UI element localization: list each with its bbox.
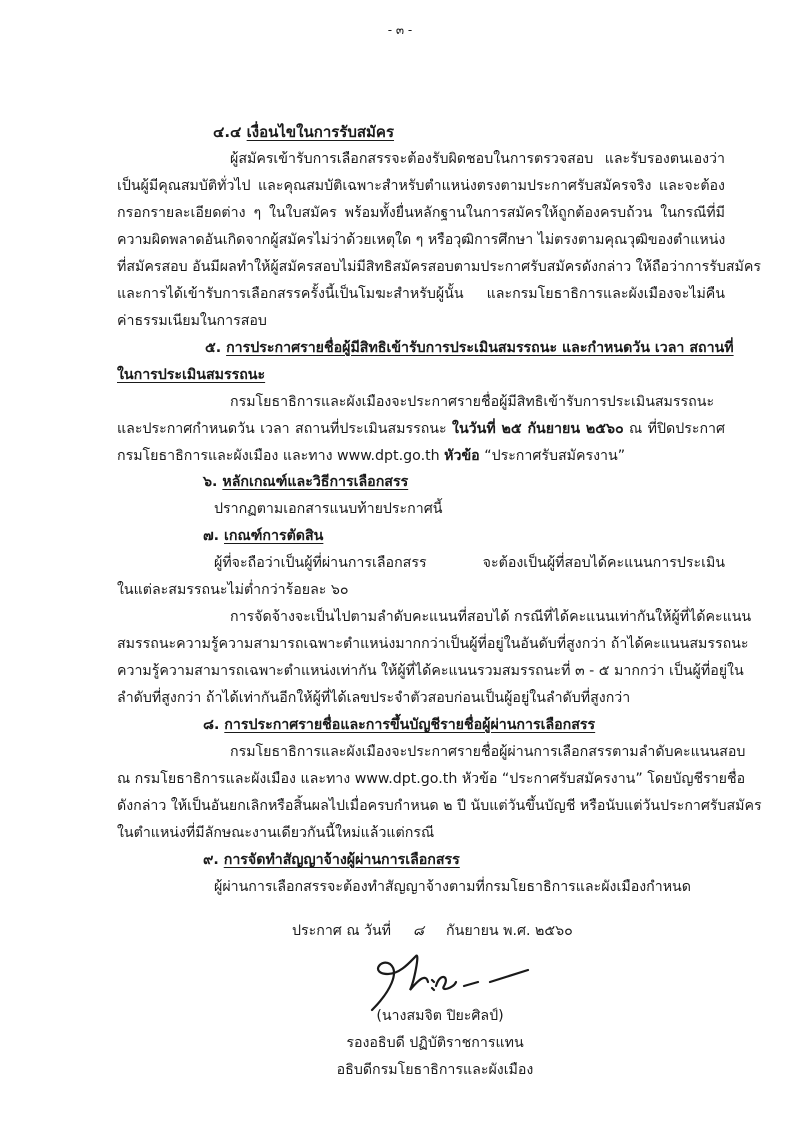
text-span: และประกาศกำหนดวัน เวลา สถานที่ประเมินสมรรถนะ: [117, 421, 453, 437]
page-number: - ๓ -: [387, 23, 413, 37]
text-span: ประกาศ ณ วันที่: [292, 923, 392, 939]
paragraph-line: [117, 446, 625, 466]
section-8-heading: [203, 715, 595, 735]
handwritten-day: ๘: [413, 923, 424, 939]
section-number: ๗.: [203, 528, 220, 544]
paragraph-line: ในตำแหน่งที่มีลักษณะงานเดียวกันนี้ใหม่แล้วแต่กรณี: [117, 825, 435, 841]
signer-title: รองอธิบดี ปฏิบัติราชการแทน: [346, 1035, 524, 1051]
signer-name: (นางสมจิต ปิยะศิลป์): [376, 1008, 504, 1024]
section-7-heading: [203, 526, 323, 546]
section-number: ๙.: [203, 852, 219, 868]
text-span: “ประกาศรับสมัครงาน”: [479, 448, 626, 464]
paragraph-line: กรมโยธาธิการและผังเมืองจะประกาศรายชื่อผู้มีสิทธิเข้ารับการประเมินสมรรถนะ: [230, 394, 715, 410]
paragraph-line: ผู้ผ่านการเลือกสรรจะต้องทำสัญญาจ้างตามที่กรมโยธาธิการและผังเมืองกำหนด: [214, 879, 691, 895]
announcement-date: [292, 921, 573, 941]
paragraph-line: กรมโยธาธิการและผังเมืองจะประกาศรายชื่อผู้ผ่านการเลือกสรรตามลำดับคะแนนสอบ: [230, 744, 746, 760]
section-5-heading-cont: ในการประเมินสมรรถนะ: [117, 367, 266, 383]
paragraph-line: ดังกล่าว ให้เป็นอันยกเลิกหรือสิ้นผลไปเมื่อครบกำหนด ๒ ปี นับแต่วันขึ้นบัญชี หรือนับแต่วันประกาศรับสมัคร: [117, 798, 762, 814]
paragraph-line: และการได้เข้ารับการเลือกสรรครั้งนี้เป็นโมฆะสำหรับผู้นั้น และกรมโยธาธิการและผังเมืองจะไม่คืน: [117, 286, 725, 302]
paragraph-line: ผู้สมัครเข้ารับการเลือกสรรจะต้องรับผิดชอบในการตรวจสอบ และรับรองตนเองว่า: [230, 151, 725, 167]
section-title: เกณฑ์การตัดสิน: [224, 528, 324, 544]
signature-icon: [370, 952, 570, 1014]
paragraph-line: ปรากฏตามเอกสารแนบท้ายประกาศนี้: [214, 501, 443, 517]
paragraph-line: [117, 419, 725, 439]
section-5-heading: [205, 338, 734, 358]
paragraph-line: ความผิดพลาดอันเกิดจากผู้สมัครไม่ว่าด้วยเหตุใด ๆ หรือวุฒิการศึกษา ไม่ตรงตามคุณวุฒิของตำแหน่ง: [117, 232, 726, 248]
section-title: การประกาศรายชื่อผู้มีสิทธิเข้ารับการประเมินสมรรถนะ และกำหนดวัน เวลา สถานที่: [226, 340, 734, 356]
paragraph-line: ค่าธรรมเนียมในการสอบ: [117, 313, 267, 329]
section-9-heading: [203, 850, 460, 870]
paragraph-line: ความรู้ความสามารถเฉพาะตำแหน่งเท่ากัน ให้ผู้ที่ได้คะแนนรวมสมรรถนะที่ ๓ - ๕ มากกว่า เป็นผู้ที่อยู่ใน: [117, 663, 744, 679]
paragraph-line: เป็นผู้มีคุณสมบัติทั่วไป และคุณสมบัติเฉพาะสำหรับตำแหน่งตรงตามประกาศรับสมัครจริง และจะต้อง: [117, 178, 725, 194]
text-span: ณ ที่ปิดประกาศ: [623, 421, 726, 437]
paragraph-line: การจัดจ้างจะเป็นไปตามลำดับคะแนนที่สอบได้ กรณีที่ได้คะแนนเท่ากันให้ผู้ที่ได้คะแนน: [230, 609, 752, 625]
section-title: เงื่อนไขในการรับสมัคร: [246, 123, 395, 141]
text-span: กันยายน พ.ศ. ๒๕๖๐: [446, 923, 573, 939]
section-title: การประกาศรายชื่อและการขึ้นบัญชีรายชื่อผู้ผ่านการเลือกสรร: [224, 717, 596, 733]
paragraph-line: ณ กรมโยธาธิการและผังเมือง และทาง www.dpt.go.th หัวข้อ “ประกาศรับสมัครงาน” โดยบัญชีรายชื่อ: [117, 771, 746, 787]
section-title: หลักเกณฑ์และวิธีการเลือกสรร: [222, 474, 409, 490]
section-number: ๘.: [203, 717, 220, 733]
paragraph-line: ในแต่ละสมรรถนะไม่ต่ำกว่าร้อยละ ๖๐: [117, 582, 349, 598]
section-title: การจัดทำสัญญาจ้างผู้ผ่านการเลือกสรร: [223, 852, 460, 868]
section-number: ๖.: [203, 474, 218, 490]
section-6-heading: [203, 472, 408, 492]
signer-department: อธิบดีกรมโยธาธิการและผังเมือง: [336, 1062, 534, 1078]
section-number: ๔.๔: [213, 123, 242, 141]
paragraph-line: ผู้ที่จะถือว่าเป็นผู้ที่ผ่านการเลือกสรร จะต้องเป็นผู้ที่สอบได้คะแนนการประเมิน: [214, 555, 725, 571]
text-span: หัวข้อ: [444, 448, 480, 464]
assessment-date: ในวันที่ ๒๕ กันยายน ๒๕๖๐: [452, 421, 624, 437]
paragraph-line: สมรรถนะความรู้ความสามารถเฉพาะตำแหน่งมากกว่าเป็นผู้ที่อยู่ในอันดับที่สูงกว่า ถ้าได้คะแนนสมรรถนะ: [117, 636, 749, 652]
section-4-4-heading: [213, 122, 394, 142]
paragraph-line: ที่สมัครสอบ อันมีผลทำให้ผู้สมัครสอบไม่มีสิทธิสมัครสอบตามประกาศรับสมัครดังกล่าว ให้ถือว่าการรับสมัคร: [117, 259, 761, 275]
paragraph-line: กรอกรายละเอียดต่าง ๆ ในใบสมัคร พร้อมทั้งยื่นหลักฐานในการสมัครให้ถูกต้องครบถ้วน ในกรณีที่มี: [117, 205, 725, 221]
paragraph-line: ลำดับที่สูงกว่า ถ้าได้เท่ากันอีกให้ผู้ที่ได้เลขประจำตัวสอบก่อนเป็นผู้อยู่ในลำดับที่สูงกว่า: [117, 690, 631, 706]
section-number: ๕.: [205, 340, 222, 356]
text-span: กรมโยธาธิการและผังเมือง และทาง www.dpt.go.th: [117, 448, 445, 464]
